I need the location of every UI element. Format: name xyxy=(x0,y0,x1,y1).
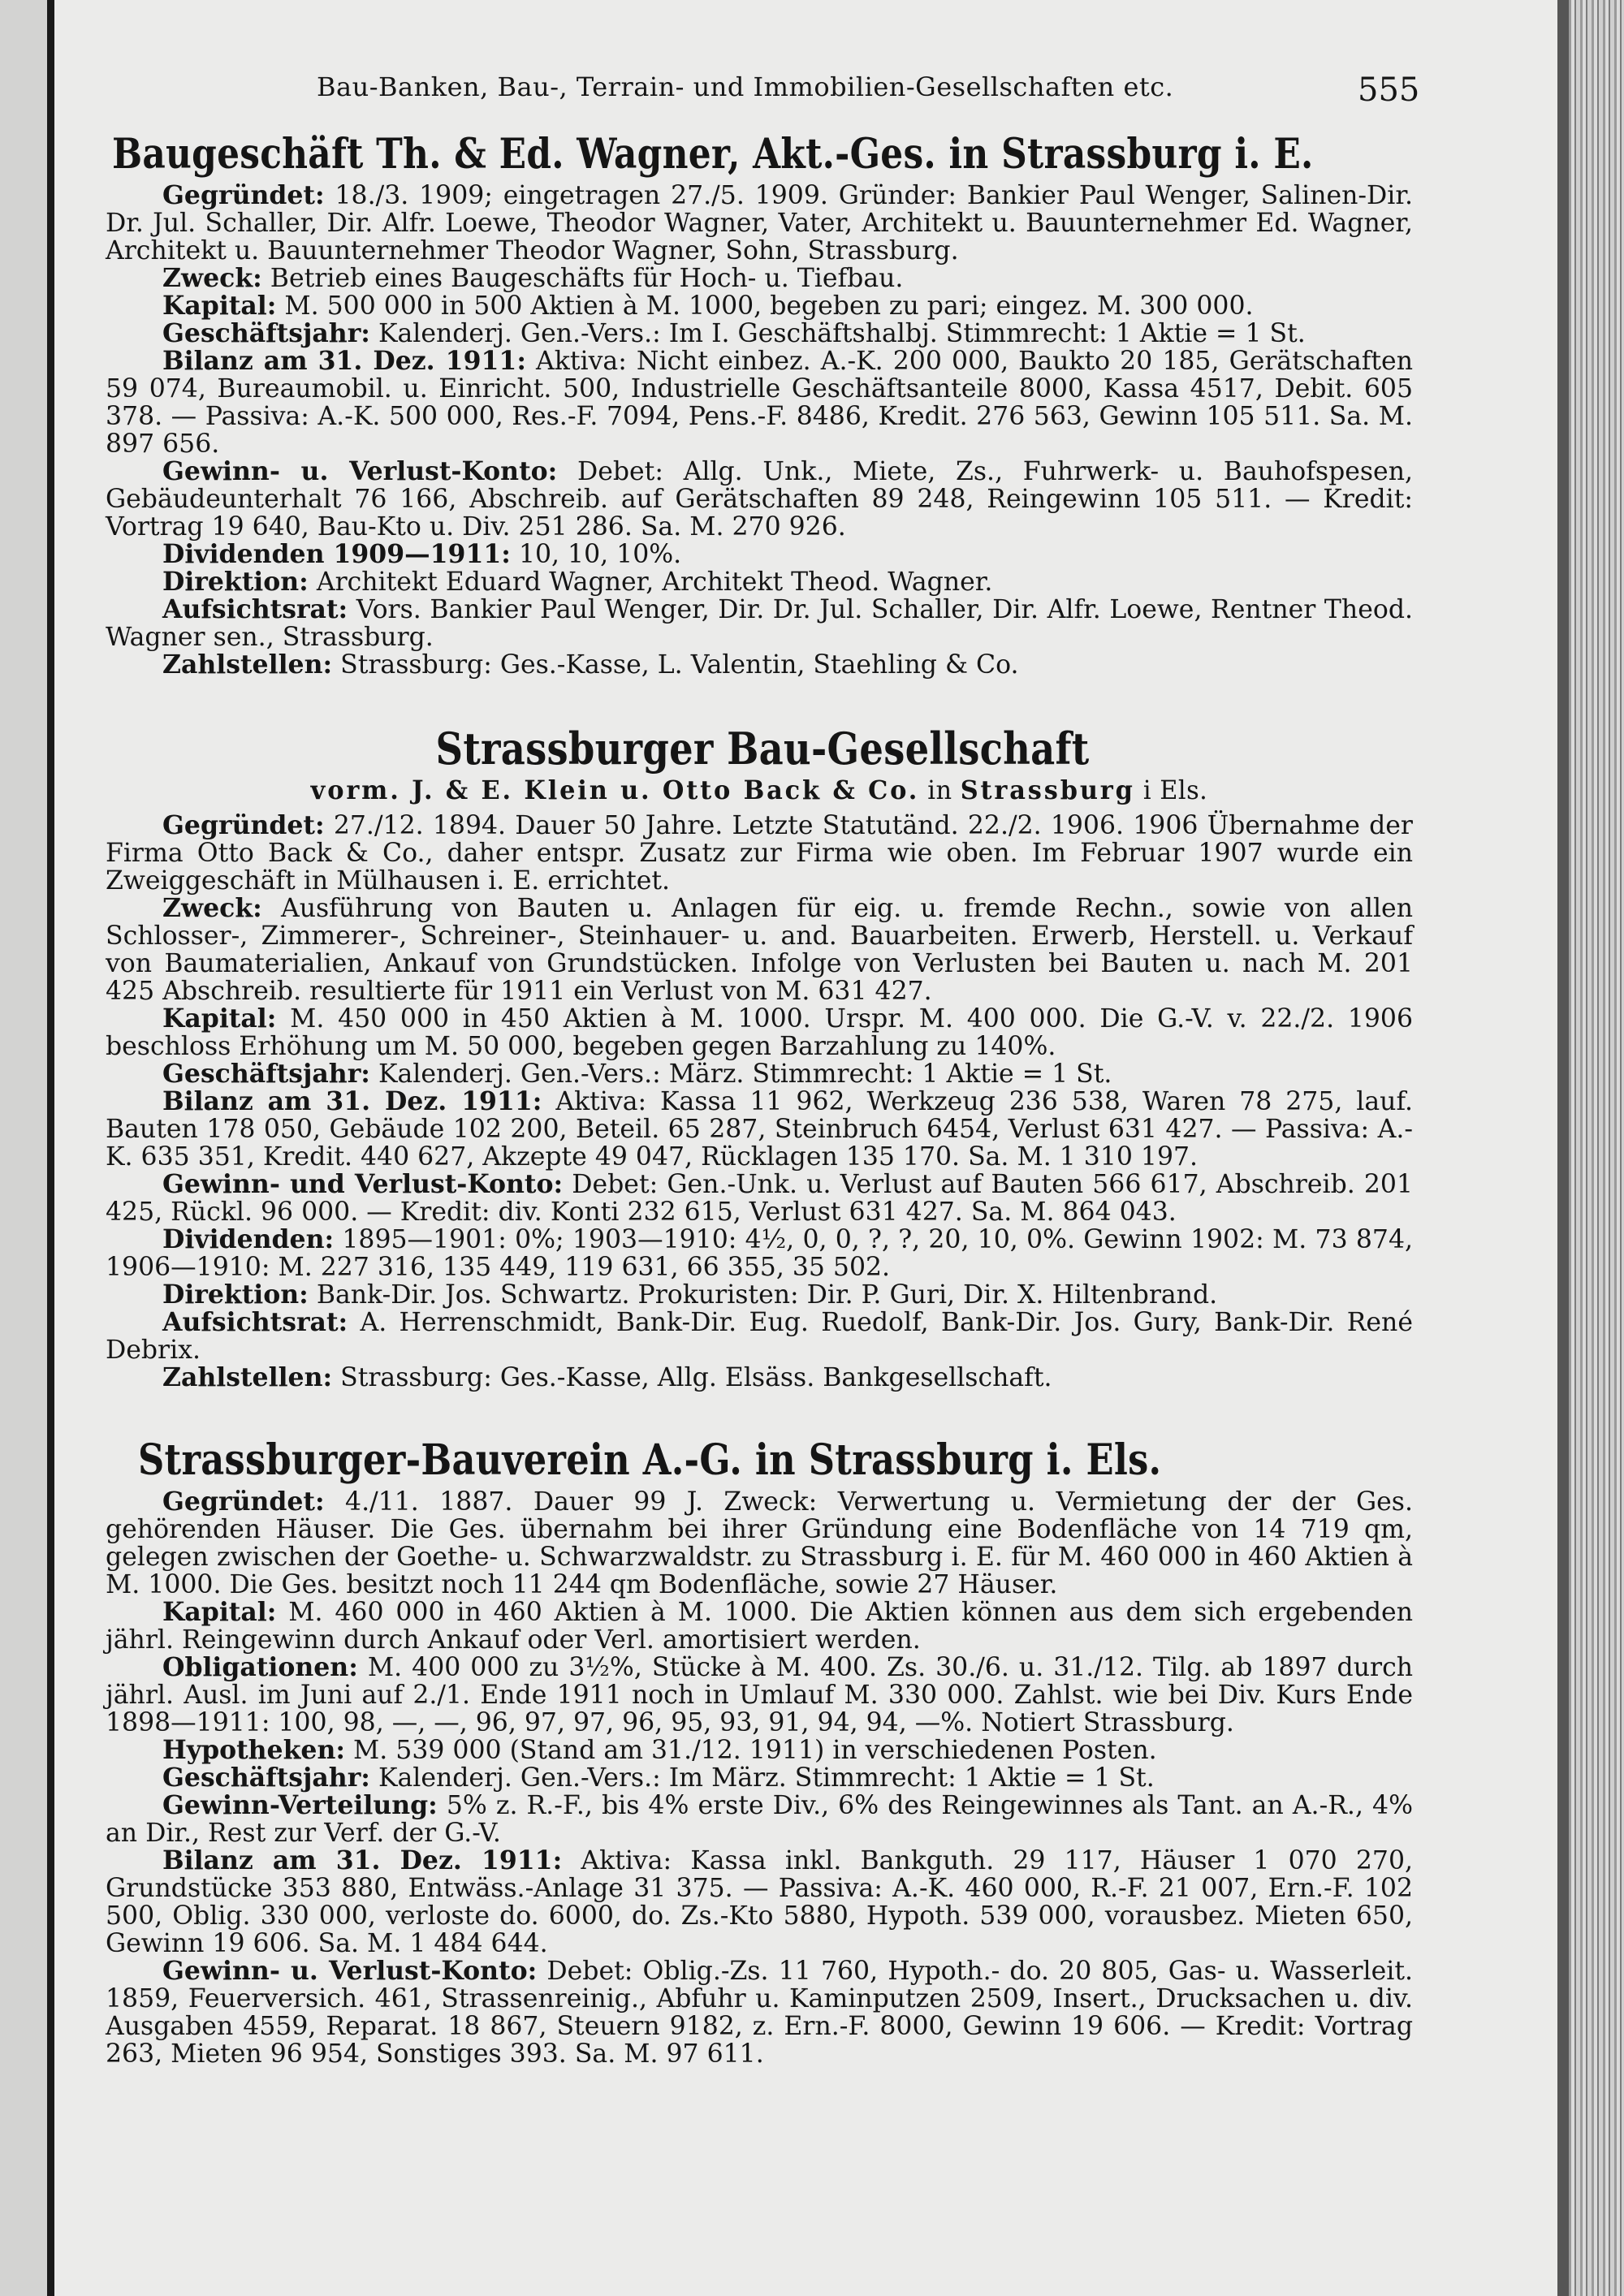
entry-paragraph: Direktion: Architekt Eduard Wagner, Architekt Theod. Wagner. xyxy=(162,567,993,597)
scan-left-margin xyxy=(0,0,47,2296)
entry-paragraph: Geschäftsjahr: Kalenderj. Gen.-Vers.: Im I. Geschäftshalbj. Stimmrecht: 1 Aktie = 1 St. xyxy=(162,318,1306,348)
right-edge-rule xyxy=(1557,0,1569,2296)
company-entry-bauverein xyxy=(106,1435,1413,2068)
entry-paragraph: Gewinn- und Verlust-Konto: Debet: Gen.-Unk. u. Verlust auf Bauten 566 617, Abschreib. 201 425, Rückl. 96 000. — Kredit: div. Konti 232 615, Verlust 631 427. Sa. M. 864 043. xyxy=(106,1169,1413,1227)
entry-paragraph: Gewinn- u. Verlust-Konto: Debet: Oblig.-Zs. 11 760, Hypoth.- do. 20 805, Gas- u. Wasserleit. 1859, Feuerversich. 461, Strassenreinig., Abfuhr u. Kaminputzen 2509, Insert., Drucksachen u. div. Ausgaben 4559, Reparat. 18 867, Steuern 9182, z. Ern.-F. 8000, Gewinn 19 606. — Kredit: Vortrag 263, Mieten 96 954, Sonstiges 393. Sa. M. 97 611. xyxy=(106,1956,1413,2069)
page-stack-edge xyxy=(1569,0,1624,2296)
entry-paragraph: Zweck: Ausführung von Bauten u. Anlagen für eig. u. fremde Rechn., sowie von allen Schlosser-, Zimmerer-, Schreiner-, Steinhauer- u. and. Bauarbeiten. Erwerb, Herstell. u. Verkauf von Baumaterialien, Ankauf von Grundstücken. Infolge von Verlusten bei Bauten u. nach M. 201 425 Abschreib. resultierte für 1911 ein Verlust von M. 631 427. xyxy=(106,893,1413,1006)
entry-paragraph: Dividenden 1909—1911: 10, 10, 10%. xyxy=(162,539,682,569)
company-title: Strassburger Bau-Gesellschaft xyxy=(435,723,1090,775)
company-entry-wagner xyxy=(106,130,1413,679)
entry-paragraph: Zahlstellen: Strassburg: Ges.-Kasse, Allg. Elsäss. Bankgesellschaft. xyxy=(162,1362,1052,1392)
entry-paragraph: Zweck: Betrieb eines Baugeschäfts für Hoch- u. Tiefbau. xyxy=(162,263,904,293)
running-head: Bau-Banken, Bau-, Terrain- und Immobilien-Gesellschaften etc. xyxy=(317,71,1174,102)
entry-paragraph: Aufsichtsrat: Vors. Bankier Paul Wenger, Dir. Dr. Jul. Schaller, Dir. Alfr. Loewe, Rentner Theod. Wagner sen., Strassburg. xyxy=(106,594,1413,652)
entry-paragraph: Gegründet: 4./11. 1887. Dauer 99 J. Zweck: Verwertung u. Vermietung der der Ges. gehörenden Häuser. Die Ges. übernahm bei ihrer Gründung eine Bodenfläche von 14 719 qm, gelegen zwischen der Goethe- u. Schwarzwaldstr. zu Strassburg i. E. für M. 460 000 in 460 Aktien à M. 1000. Die Ges. besitzt noch 11 244 qm Bodenfläche, sowie 27 Häuser. xyxy=(106,1487,1413,1599)
entry-paragraph: Gegründet: 18./3. 1909; eingetragen 27./5. 1909. Gründer: Bankier Paul Wenger, Salinen-Dir. Dr. Jul. Schaller, Dir. Alfr. Loewe, Theodor Wagner, Vater, Architekt u. Bauunternehmer Ed. Wagner, Architekt u. Bauunternehmer Theodor Wagner, Sohn, Strassburg. xyxy=(106,180,1413,265)
entry-paragraph: Hypotheken: M. 539 000 (Stand am 31./12. 1911) in verschiedenen Posten. xyxy=(162,1735,1157,1765)
entry-paragraph: Kapital: M. 450 000 in 450 Aktien à M. 1000. Urspr. M. 400 000. Die G.-V. v. 22./2. 1906 beschloss Erhöhung um M. 50 000, begeben gegen Barzahlung zu 140%. xyxy=(106,1003,1413,1061)
entry-paragraph: Zahlstellen: Strassburg: Ges.-Kasse, L. Valentin, Staehling & Co. xyxy=(162,650,1019,680)
company-body xyxy=(106,182,1413,679)
entry-paragraph: Bilanz am 31. Dez. 1911: Aktiva: Kassa inkl. Bankguth. 29 117, Häuser 1 070 270, Grundstücke 353 880, Entwäss.-Anlage 31 375. — Passiva: A.-K. 460 000, R.-F. 21 007, Ern.-F. 102 500, Oblig. 330 000, verloste do. 6000, do. Zs.-Kto 5880, Hypoth. 539 000, vorausbez. Mieten 650, Gewinn 19 606. Sa. M. 1 484 644. xyxy=(106,1845,1413,1958)
content-column xyxy=(106,130,1413,2112)
company-body xyxy=(106,812,1413,1392)
company-title: Baugeschäft Th. & Ed. Wagner, Akt.-Ges. in Strassburg i. E. xyxy=(112,130,1314,179)
entry-paragraph: Geschäftsjahr: Kalenderj. Gen.-Vers.: März. Stimmrecht: 1 Aktie = 1 St. xyxy=(162,1059,1112,1089)
company-subtitle: vorm. J. & E. Klein u. Otto Back & Co. in Strassburg i Els. xyxy=(310,775,1208,805)
entry-paragraph: Bilanz am 31. Dez. 1911: Aktiva: Nicht einbez. A.-K. 200 000, Baukto 20 185, Gerätschaften 59 074, Bureaumobil. u. Einricht. 500, Industrielle Geschäftsanteile 8000, Kassa 4517, Debit. 605 378. — Passiva: A.-K. 500 000, Res.-F. 7094, Pens.-F. 8486, Kredit. 276 563, Gewinn 105 511. Sa. M. 897 656. xyxy=(106,346,1413,459)
page-number: 555 xyxy=(1358,71,1420,109)
entry-paragraph: Gegründet: 27./12. 1894. Dauer 50 Jahre. Letzte Statutänd. 22./2. 1906. 1906 Übernahme der Firma Otto Back & Co., daher entspr. Zusatz zur Firma wie oben. Im Februar 1907 wurde ein Zweiggeschäft in Mülhausen i. E. errichtet. xyxy=(106,810,1413,896)
entry-paragraph: Geschäftsjahr: Kalenderj. Gen.-Vers.: Im März. Stimmrecht: 1 Aktie = 1 St. xyxy=(162,1763,1155,1793)
entry-paragraph: Aufsichtsrat: A. Herrenschmidt, Bank-Dir. Eug. Ruedolf, Bank-Dir. Jos. Gury, Bank-Dir. René Debrix. xyxy=(106,1307,1413,1365)
entry-paragraph: Gewinn- u. Verlust-Konto: Debet: Allg. Unk., Miete, Zs., Fuhrwerk- u. Bauhofspesen, Gebäudeunterhalt 76 166, Abschreib. auf Gerätschaften 89 248, Reingewinn 105 511. — Kredit: Vortrag 19 640, Bau-Kto u. Div. 251 286. Sa. M. 270 926. xyxy=(106,456,1413,542)
company-body xyxy=(106,1488,1413,2068)
entry-paragraph: Kapital: M. 460 000 in 460 Aktien à M. 1000. Die Aktien können aus dem sich ergebenden jährl. Reingewinn durch Ankauf oder Verl. amortisiert werden. xyxy=(106,1597,1413,1655)
entry-paragraph: Obligationen: M. 400 000 zu 3½%, Stücke à M. 400. Zs. 30./6. u. 31./12. Tilg. ab 1897 durch jährl. Ausl. im Juni auf 2./1. Ende 1911 noch in Umlauf M. 330 000. Zahlst. wie bei Div. Kurs Ende 1898—1911: 100, 98, —, —, 96, 97, 97, 96, 95, 93, 91, 94, 94, —%. Notiert Strassburg. xyxy=(106,1652,1413,1737)
binding-edge-rule xyxy=(47,0,54,2296)
entry-paragraph: Gewinn-Verteilung: 5% z. R.-F., bis 4% erste Div., 6% des Reingewinnes als Tant. an A.-R., 4% an Dir., Rest zur Verf. der G.-V. xyxy=(106,1790,1413,1848)
company-title: Strassburger-Bauverein A.-G. in Strassburg i. Els. xyxy=(138,1435,1162,1485)
entry-paragraph: Kapital: M. 500 000 in 500 Aktien à M. 1000, begeben zu pari; eingez. M. 300 000. xyxy=(162,291,1254,321)
entry-paragraph: Bilanz am 31. Dez. 1911: Aktiva: Kassa 11 962, Werkzeug 236 538, Waren 78 275, lauf. Bauten 178 050, Gebäude 102 200, Beteil. 65 287, Steinbruch 6454, Verlust 631 427. — Passiva: A.-K. 635 351, Kredit. 440 627, Akzepte 49 047, Rücklagen 135 170. Sa. M. 1 310 197. xyxy=(106,1086,1413,1172)
entry-paragraph: Direktion: Bank-Dir. Jos. Schwartz. Prokuristen: Dir. P. Guri, Dir. X. Hiltenbrand. xyxy=(162,1280,1218,1310)
company-entry-bau-gesellschaft xyxy=(106,723,1413,1392)
entry-paragraph: Dividenden: 1895—1901: 0%; 1903—1910: 4½, 0, 0, ?, ?, 20, 10, 0%. Gewinn 1902: M. 73 874, 1906—1910: M. 227 316, 135 449, 119 631, 66 355, 35 502. xyxy=(106,1224,1413,1282)
